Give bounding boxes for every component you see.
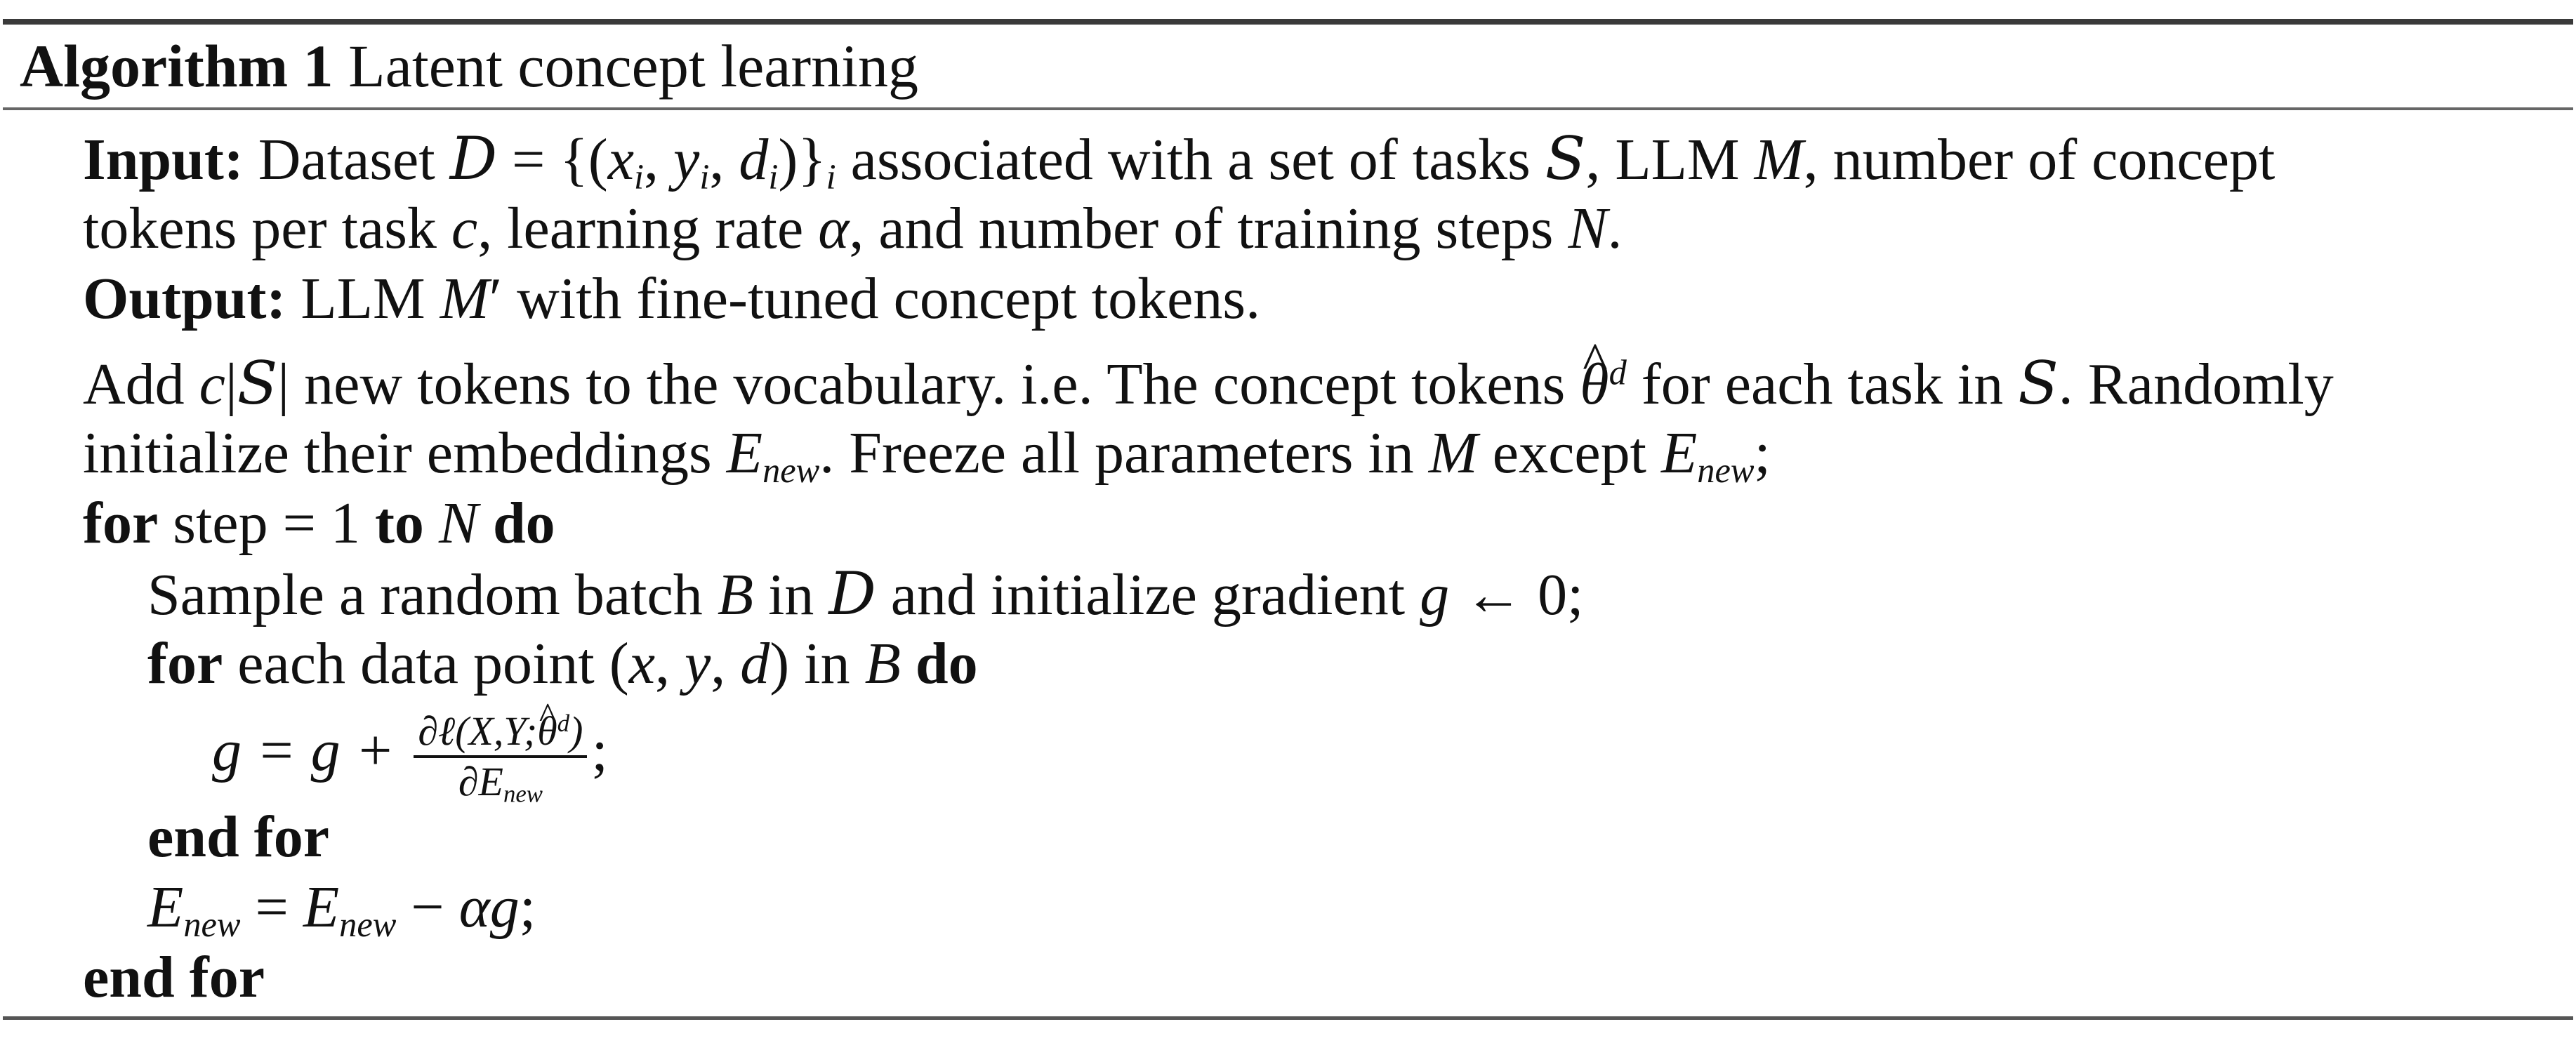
sample-line: Sample a random batch B in D and initialize gradient g ← 0; bbox=[147, 559, 1584, 628]
init-text: except bbox=[1492, 420, 1646, 486]
for-keyword: for bbox=[83, 491, 159, 556]
outer-loop-line: for step = 1 to N do bbox=[83, 491, 555, 556]
init-text: . Randomly bbox=[2058, 352, 2334, 417]
init-text: new tokens to the vocabulary. i.e. The concept tokens bbox=[304, 352, 1566, 417]
init-text: Add bbox=[83, 352, 185, 417]
embedding-update-line: $E_{new} = E_{new} - \alpha g$; bbox=[147, 875, 536, 945]
init-text: . Freeze all parameters in bbox=[819, 420, 1414, 486]
semicolon: ; bbox=[519, 875, 536, 940]
sample-text: ← 0; bbox=[1464, 562, 1584, 627]
algorithm-title: Latent concept learning bbox=[348, 32, 919, 100]
output-text: LLM bbox=[300, 266, 425, 331]
input-text: , number of concept bbox=[1803, 127, 2276, 192]
loop-step: step = 1 bbox=[173, 491, 360, 556]
sample-text: and initialize gradient bbox=[890, 562, 1406, 627]
input-text: tokens per task bbox=[83, 196, 437, 261]
input-text: . bbox=[1607, 196, 1623, 261]
input-text: , learning rate bbox=[477, 196, 804, 261]
sample-text: Sample a random batch bbox=[147, 562, 703, 627]
gradient-lhs: g = g + bbox=[212, 718, 395, 783]
header-rule bbox=[3, 107, 2573, 110]
algorithm-label: Algorithm 1 bbox=[20, 32, 333, 100]
gradient-update-line bbox=[212, 707, 608, 808]
end-inner-loop bbox=[147, 802, 329, 872]
init-text: ; bbox=[1754, 420, 1771, 486]
output-line: Output: LLM M′ with fine-tuned concept tokens. bbox=[83, 266, 1261, 331]
init-text: for each task in bbox=[1641, 352, 2004, 417]
semicolon: ; bbox=[591, 718, 608, 783]
do-keyword: do bbox=[915, 631, 978, 696]
gradient-fraction: $\frac{\partial\ell(X,Y;\^{} \theta^d)}{\partial E_{new}}$ bbox=[414, 710, 587, 803]
input-text: Dataset bbox=[258, 127, 435, 192]
output-keyword: Output: bbox=[83, 266, 286, 331]
top-rule bbox=[3, 19, 2573, 25]
init-text: initialize their embeddings bbox=[83, 420, 712, 486]
input-text: , LLM bbox=[1585, 127, 1740, 192]
end-outer-loop bbox=[83, 943, 265, 1013]
input-line-2: tokens per task c, learning rate α, and number of training steps N. bbox=[83, 196, 1623, 261]
for-keyword: for bbox=[147, 631, 223, 696]
do-keyword: do bbox=[492, 491, 555, 556]
output-text: with fine-tuned concept tokens. bbox=[517, 266, 1261, 331]
input-line-1: Input: Dataset $D = \{(x_i$, $y_i$, $d_i)\}_i$ associated with a set of tasks S, LLM M, number of concept bbox=[83, 124, 2276, 197]
input-text: associated with a set of tasks bbox=[850, 127, 1531, 192]
inner-loop-text: in bbox=[804, 631, 850, 696]
input-keyword: Input: bbox=[83, 127, 244, 192]
algorithm-header bbox=[20, 28, 918, 104]
bottom-rule bbox=[3, 1016, 2573, 1020]
inner-loop-line: for each data point (x, y, d) in B do bbox=[147, 631, 978, 696]
input-text: , and number of training steps bbox=[849, 196, 1554, 261]
to-keyword: to bbox=[374, 491, 424, 556]
init-line-2: initialize their embeddings $E_{new}$. Freeze all parameters in M except $E_{new}$; bbox=[83, 420, 1771, 491]
sample-text: in bbox=[768, 562, 814, 627]
end-for-keyword: end for bbox=[83, 945, 265, 1010]
end-for-keyword: end for bbox=[147, 804, 329, 870]
inner-loop-text: each data point bbox=[237, 631, 595, 696]
init-line-1: Add c|S| new tokens to the vocabulary. i.e. The concept tokens ^ $\theta^d$ for each task in S. Randomly bbox=[83, 348, 2334, 420]
